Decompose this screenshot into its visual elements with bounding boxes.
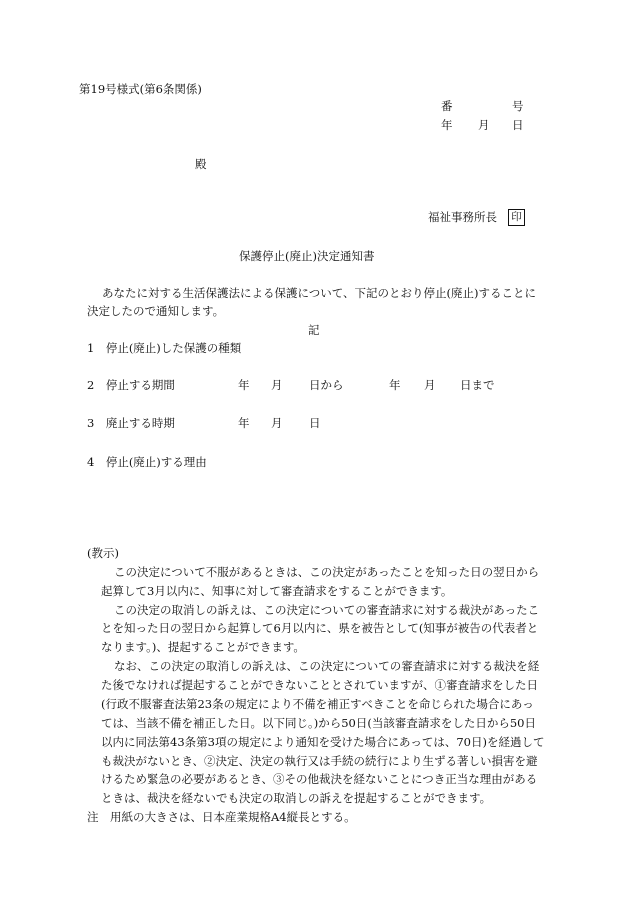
item-2-year-1: 年 <box>238 378 250 392</box>
document-title: 保護停止(廃止)決定通知書 <box>239 249 375 263</box>
instruction-p3-line-5: 以内に同法第43条第3項の規定により通知を受けた場合にあっては、70日)を経過して <box>101 735 545 749</box>
instruction-p3-line-6: も裁決がないとき、②決定、決定の執行又は手続の続行により生ずる著しい損害を避 <box>101 754 538 768</box>
item-2-day-until: 日まで <box>460 378 495 392</box>
instruction-p3-line-1: なお、この決定の取消しの訴えは、この決定についての審査請求に対する裁決を経 <box>114 659 540 673</box>
instruction-p2-line-2: とを知った日の翌日から起算して6月以内に、県を被告として(知事が被告の代表者と <box>101 621 539 635</box>
instruction-p2-line-1: この決定の取消しの訴えは、この決定についての審査請求に対する裁決があったこ <box>114 603 540 617</box>
instruction-p3-line-8: ときは、裁決を経ないでも決定の取消しの訴えを提起することができます。 <box>101 791 492 805</box>
instruction-p1-line-1: この決定について不服があるときは、この決定があったことを知った日の翌日から <box>114 565 540 579</box>
instruction-heading: (教示) <box>87 546 119 560</box>
item-2-suspension-period: 2 停止する期間 <box>87 378 175 392</box>
document-number-suffix: 号 <box>512 99 524 113</box>
item-2-day-from: 日から <box>309 378 344 392</box>
item-2-year-2: 年 <box>389 378 401 392</box>
addressee-suffix: 殿 <box>195 157 207 171</box>
form-number: 第19号様式(第6条関係) <box>79 82 202 96</box>
instruction-p2-line-3: なります。)、提起することができます。 <box>101 640 305 654</box>
paper-size-note: 注 用紙の大きさは、日本産業規格A4縦長とする。 <box>87 810 356 824</box>
instruction-p3-line-7: けるため緊急の必要があるとき、③その他裁決を経ないことにつき正当な理由がある <box>101 772 538 786</box>
ki-heading: 記 <box>308 323 320 337</box>
item-1-protection-type: 1 停止(廃止)した保護の種類 <box>87 341 242 355</box>
instruction-p3-line-3: (行政不服審査法第23条の規定により不備を補正すべきことを命じられた場合にあっ <box>101 697 534 711</box>
notice-paragraph-line-2: 決定したので通知します。 <box>87 304 225 318</box>
instruction-p3-line-2: た後でなければ提起することができないこととされていますが、①審査請求をした日 <box>101 678 538 692</box>
item-4-reason: 4 停止(廃止)する理由 <box>87 455 207 469</box>
item-2-month-2: 月 <box>424 378 436 392</box>
item-3-abolition-time: 3 廃止する時期 <box>87 416 175 430</box>
item-2-month-1: 月 <box>271 378 283 392</box>
item-3-day: 日 <box>309 416 321 430</box>
instruction-p1-line-2: 起算して3月以内に、知事に対して審査請求をすることができます。 <box>101 584 453 598</box>
item-3-year: 年 <box>238 416 250 430</box>
instruction-p3-line-4: ては、当該不備を補正した日。以下同じ。)から50日(当該審査請求をした日から50日 <box>101 716 536 730</box>
date-month-label: 月 <box>478 118 490 132</box>
item-3-month: 月 <box>271 416 283 430</box>
date-year-label: 年 <box>441 118 453 132</box>
issuer-title: 福祉事務所長 <box>428 210 497 224</box>
notice-paragraph-line-1: あなたに対する生活保護法による保護について、下記のとおり停止(廃止)することに <box>102 286 537 300</box>
date-day-label: 日 <box>512 118 524 132</box>
document-number-label: 番 <box>441 99 453 113</box>
official-seal-mark: 印 <box>508 209 525 226</box>
